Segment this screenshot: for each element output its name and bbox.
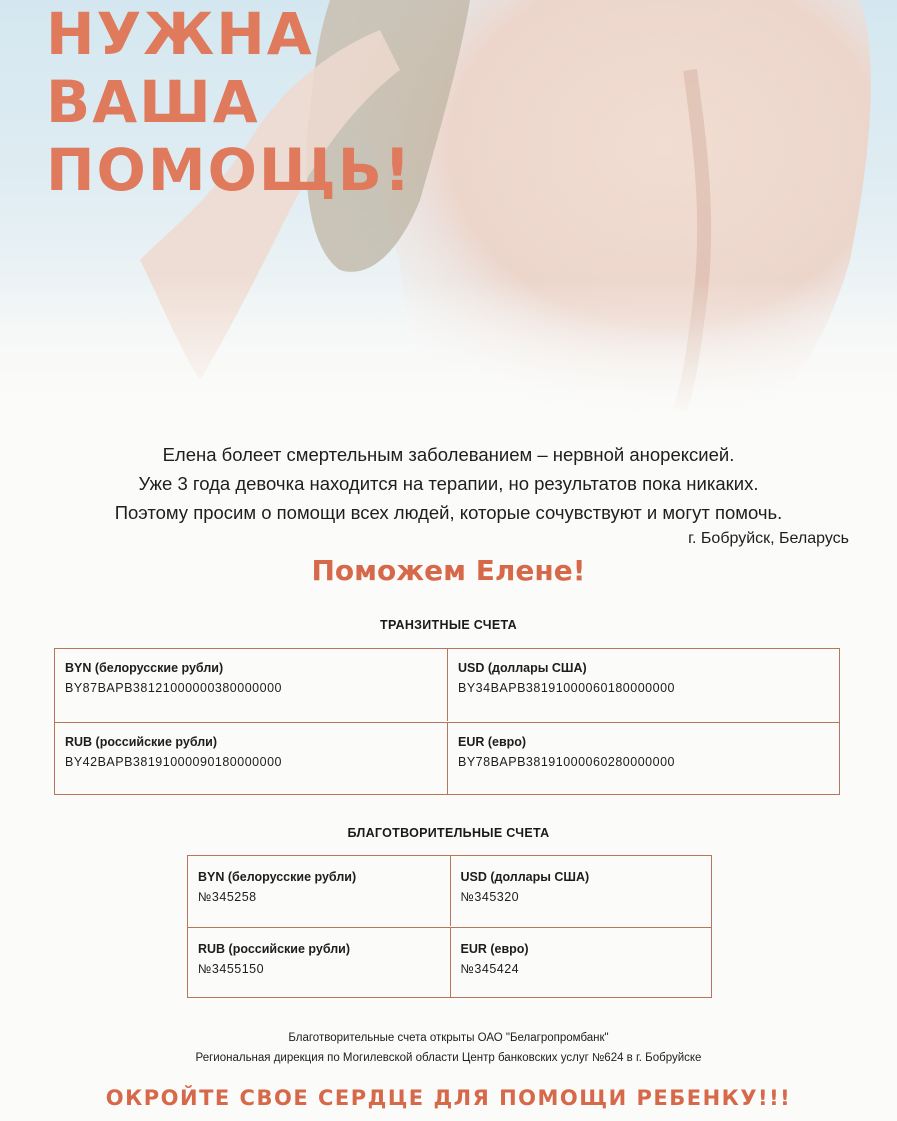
transit-accounts-title: ТРАНЗИТНЫЕ СЧЕТА bbox=[380, 618, 517, 632]
intro-line-3: Поэтому просим о помощи всех людей, которые сочувствуют и могут помочь. bbox=[114, 502, 783, 523]
account-currency: USD (доллары США) bbox=[458, 661, 587, 675]
account-currency: BYN (белорусские рубли) bbox=[65, 661, 224, 675]
headline-line-2: ВАША bbox=[46, 68, 260, 136]
account-currency: RUB (российские рубли) bbox=[198, 941, 351, 956]
account-number: №345258 bbox=[198, 890, 257, 904]
location: г. Бобруйск, Беларусь bbox=[688, 530, 849, 547]
account-currency: USD (доллары США) bbox=[460, 870, 590, 884]
charity-account-usd bbox=[450, 856, 712, 926]
transit-account-rub bbox=[55, 722, 447, 794]
account-number: BY42BAPB38191000090180000000 bbox=[65, 754, 282, 769]
transit-account-byn bbox=[55, 649, 447, 721]
account-number: №3455150 bbox=[198, 961, 265, 976]
charity-account-rub bbox=[188, 927, 450, 997]
transit-account-usd bbox=[447, 649, 839, 721]
account-number: BY78BAPB38191000060280000000 bbox=[458, 754, 675, 769]
charity-accounts-title: БЛАГОТВОРИТЕЛЬНЫЕ СЧЕТА bbox=[347, 826, 550, 840]
bank-note-line-2: Региональная дирекция по Могилевской области Центр банковских услуг №624 в г. Бобруйске bbox=[195, 1052, 702, 1064]
headline bbox=[46, 0, 412, 204]
account-currency: EUR (евро) bbox=[458, 734, 527, 749]
headline-line-1: НУЖНА bbox=[46, 0, 314, 68]
account-number: BY34BAPB38191000060180000000 bbox=[458, 681, 675, 695]
intro-line-2: Уже 3 года девочка находится на терапии, но результатов пока никаких. bbox=[138, 473, 759, 494]
intro-text bbox=[0, 440, 897, 527]
transit-accounts-table bbox=[54, 648, 840, 795]
intro-line-1: Елена болеет смертельным заболеванием – нервной анорексией. bbox=[162, 444, 735, 465]
call-to-action: Поможем Елене! bbox=[311, 554, 586, 587]
headline-line-3: ПОМОЩЬ! bbox=[46, 136, 413, 204]
account-currency: EUR (евро) bbox=[460, 941, 529, 956]
charity-account-eur bbox=[450, 927, 712, 997]
hero-banner bbox=[0, 0, 897, 420]
bank-note-line-1: Благотворительные счета открыты ОАО "Белагропромбанк" bbox=[288, 1032, 609, 1044]
transit-account-eur bbox=[447, 722, 839, 794]
account-currency: BYN (белорусские рубли) bbox=[198, 870, 357, 884]
footer-slogan: ОКРОЙТЕ СВОЕ СЕРДЦЕ ДЛЯ ПОМОЩИ РЕБЕНКУ!!! bbox=[105, 1086, 792, 1110]
account-currency: RUB (российские рубли) bbox=[65, 734, 218, 749]
account-number: №345320 bbox=[460, 890, 520, 904]
charity-account-byn bbox=[188, 856, 450, 926]
account-number: №345424 bbox=[460, 961, 520, 976]
charity-accounts-table bbox=[187, 855, 712, 998]
bank-note bbox=[0, 1028, 897, 1068]
account-number: BY87BAPB38121000000380000000 bbox=[65, 681, 282, 695]
